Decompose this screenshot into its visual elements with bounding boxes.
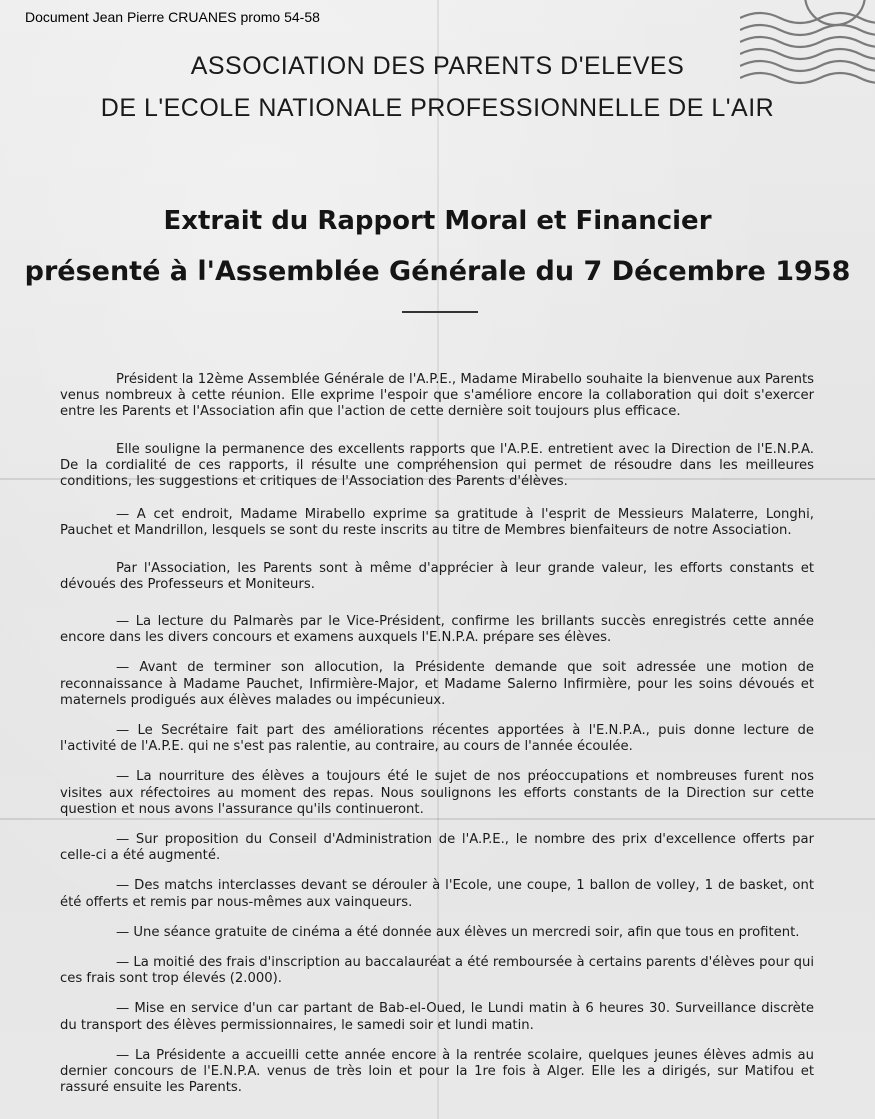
paragraph: — La Présidente a accueilli cette année encore à la rentrée scolaire, quelques jeunes élèves admis au dernier concours de l'E.N.P.A. venus de très loin et pour la 1re fois à Alger. Elle les a dirigés, sur Matifou et rassuré ensuite les Parents. (60, 1047, 814, 1096)
report-title: Extrait du Rapport Moral et Financier (163, 206, 712, 236)
paragraph: Elle souligne la permanence des excellents rapports que l'A.P.E. entretient avec la Direction de l'E.N.P.A. De la cordialité de ces rapports, il résulte une compréhension qui permet de résoudre dans les meilleures conditions, les suggestions et critiques de l'Association des Parents d'élèves. (60, 441, 814, 490)
paragraph: — Sur proposition du Conseil d'Administration de l'A.P.E., le nombre des prix d'excellence offerts par celle-ci a été augmenté. (60, 832, 814, 864)
document-caption: Document Jean Pierre CRUANES promo 54-58 (25, 9, 320, 25)
association-name-line2: DE L'ECOLE NATIONALE PROFESSIONNELLE DE L'AIR (100, 94, 775, 122)
report-subtitle: présenté à l'Assemblée Générale du 7 Décembre 1958 (24, 256, 851, 287)
paragraph: — Le Secrétaire fait part des améliorations récentes apportées à l'E.N.P.A., puis donne lecture de l'activité de l'A.P.E. qui ne s'est pas ralentie, au contraire, au cours de l'année écoulée. (60, 723, 814, 755)
report-body (60, 372, 814, 1097)
paragraph: — A cet endroit, Madame Mirabello exprime sa gratitude à l'esprit de Messieurs Malaterre, Longhi, Pauchet et Mandrillon, lesquels se sont du reste inscrits au titre de Membres bienfaiteurs de notre Association. (60, 507, 814, 539)
paragraph: — La nourriture des élèves a toujours été le sujet de nos préoccupations et nombreuses furent nos visites aux réfectoires au moment des repas. Nous soulignons les efforts constants de la Direction sur cette question et nous avons l'assurance qu'ils continueront. (60, 769, 814, 817)
paragraph: — La moitié des frais d'inscription au baccalauréat a été remboursée à certains parents d'élèves pour qui ces frais sont trop élevés (2.000). (60, 955, 814, 987)
paragraph: — Avant de terminer son allocution, la Présidente demande que soit adressée une motion de reconnaissance à Madame Pauchet, Infirmière-Major, et Madame Salerno Infirmière, pour les soins dévoués et maternels prodigués aux élèves malades ou impécunieux. (60, 660, 814, 708)
paragraph: — Une séance gratuite de cinéma a été donnée aux élèves un mercredi soir, afin que tous en profitent. (116, 924, 800, 940)
association-name-line1: ASSOCIATION DES PARENTS D'ELEVES (190, 52, 685, 80)
paragraph: Président la 12ème Assemblée Générale de l'A.P.E., Madame Mirabello souhaite la bienvenue aux Parents venus nombreux à cette réunion. Elle exprime l'espoir que s'améliore encore la collaboration qui doit s'exercer entre les Parents et l'Association afin que l'action de cette dernière soit toujours plus efficace. (60, 372, 814, 420)
title-divider (402, 311, 478, 313)
paragraph: — Mise en service d'un car partant de Bab-el-Oued, le Lundi matin à 6 heures 30. Surveillance discrète du transport des élèves permissionnaires, le samedi soir et lundi matin. (60, 1001, 814, 1033)
paragraph: — La lecture du Palmarès par le Vice-Président, confirme les brillants succès enregistrés cette année encore dans les divers concours et examens auxquels l'E.N.P.A. prépare ses élèves. (60, 614, 814, 646)
paragraph: Par l'Association, les Parents sont à même d'apprécier à leur grande valeur, les efforts constants et dévoués des Professeurs et Moniteurs. (60, 560, 814, 592)
paragraph: — Des matchs interclasses devant se dérouler à l'Ecole, une coupe, 1 ballon de volley, 1 de basket, ont été offerts et remis par nous-mêmes aux vainqueurs. (60, 878, 814, 910)
